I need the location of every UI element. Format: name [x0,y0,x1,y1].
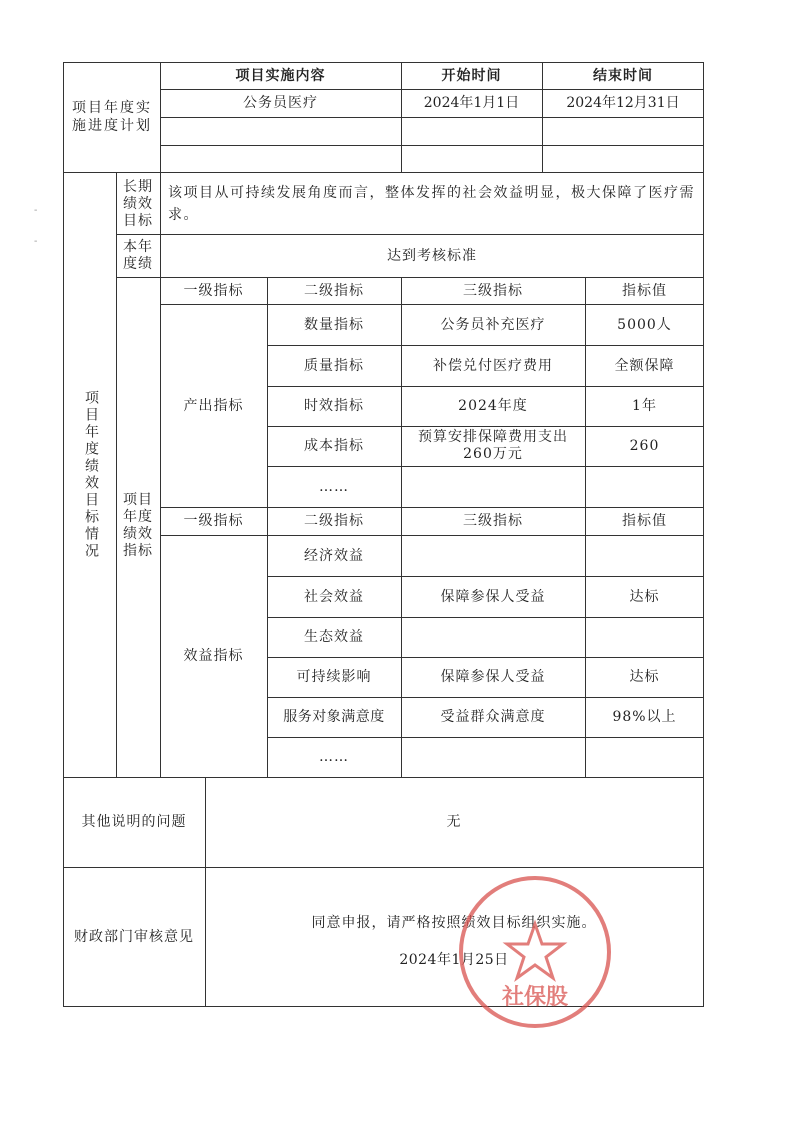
table-cell: 生态效益 [304,629,364,645]
other-label: 其他说明的问题 [81,814,187,830]
table-cell: 2024年度 [458,398,528,414]
table-cell: 98%以上 [612,709,677,725]
scan-mark: - [34,236,38,247]
output-level1: 产出指标 [183,397,244,414]
plan-header-end: 结束时间 [593,67,653,84]
table-cell [585,737,704,777]
table-cell [401,535,585,576]
benefit-header-level2: 二级指标 [304,513,364,529]
benefit-header-level1: 一级指标 [183,513,244,529]
table-cell: 5000人 [617,316,672,333]
long-term-text: 该项目从可持续发展角度而言，整体发挥的社会效益明显，极大保障了医疗需求。 [168,185,695,223]
table-cell: 时效指标 [304,398,364,414]
table-cell [401,737,585,777]
official-seal-stamp [455,872,615,1032]
plan-header-start: 开始时间 [441,67,502,84]
table-cell: 补偿兑付医疗费用 [433,357,553,374]
scan-mark: - [34,205,38,216]
table-cell [401,617,585,657]
table-cell: 数量指标 [304,316,364,333]
output-header-value: 指标值 [622,282,667,299]
table-cell: 可持续影响 [296,669,372,685]
table-cell: 公务员补充医疗 [440,316,546,333]
annual-label: 本年度绩 [123,239,153,272]
table-cell: 预算安排保障费用支出260万元 [418,429,568,462]
benefit-header-level3: 三级指标 [463,513,523,529]
grid-line [160,145,704,146]
annual-text: 达到考核标准 [387,247,477,264]
table-cell: 受益群众满意度 [440,709,546,725]
table-cell: 达标 [629,588,660,605]
table-cell: 达标 [629,669,660,685]
table-cell: 服务对象满意度 [283,709,385,725]
plan-row-end: 2024年12月31日 [566,95,680,111]
grid-line [160,117,704,118]
table-cell: 260 [629,438,660,454]
other-value: 无 [446,814,462,830]
review-date: 2024年1月25日 [399,952,509,968]
table-cell: 1年 [632,398,657,414]
output-header-level3: 三级指标 [463,282,523,299]
table-cell: 社会效益 [304,588,364,605]
seal-star-icon [507,924,563,978]
table-cell: …… [319,478,349,495]
review-label: 财政部门审核意见 [74,928,194,945]
table-cell: 质量指标 [304,357,364,374]
long-term-label: 长期绩效目标 [123,178,153,229]
plan-row-content: 公务员医疗 [243,95,318,111]
plan-section-label: 项目年度实施进度计划 [72,100,152,134]
table-cell: 成本指标 [304,438,364,454]
table-cell [585,617,704,657]
table-cell: …… [319,749,349,765]
grid-line [116,172,117,777]
table-cell: 全额保障 [614,357,675,374]
table-cell [585,535,704,576]
table-cell: 保障参保人受益 [440,588,546,605]
table-cell [401,466,585,507]
output-header-level1: 一级指标 [183,282,244,299]
plan-header-content: 项目实施内容 [235,67,326,84]
table-cell: 保障参保人受益 [440,669,546,685]
performance-section-label: 项目年度绩效目标情况 [83,390,99,560]
plan-row-start: 2024年1月1日 [423,95,520,111]
indicator-label: 项目年度绩效指标 [123,492,153,559]
benefit-level1: 效益指标 [183,648,244,664]
table-cell: 经济效益 [304,547,364,564]
table-cell [585,466,704,507]
review-opinion: 同意申报，请严格按照绩效目标组织实施。 [311,915,597,931]
seal-bottom-text: 社保股 [501,985,569,1010]
benefit-header-value: 指标值 [622,513,667,529]
output-header-level2: 二级指标 [304,282,364,299]
